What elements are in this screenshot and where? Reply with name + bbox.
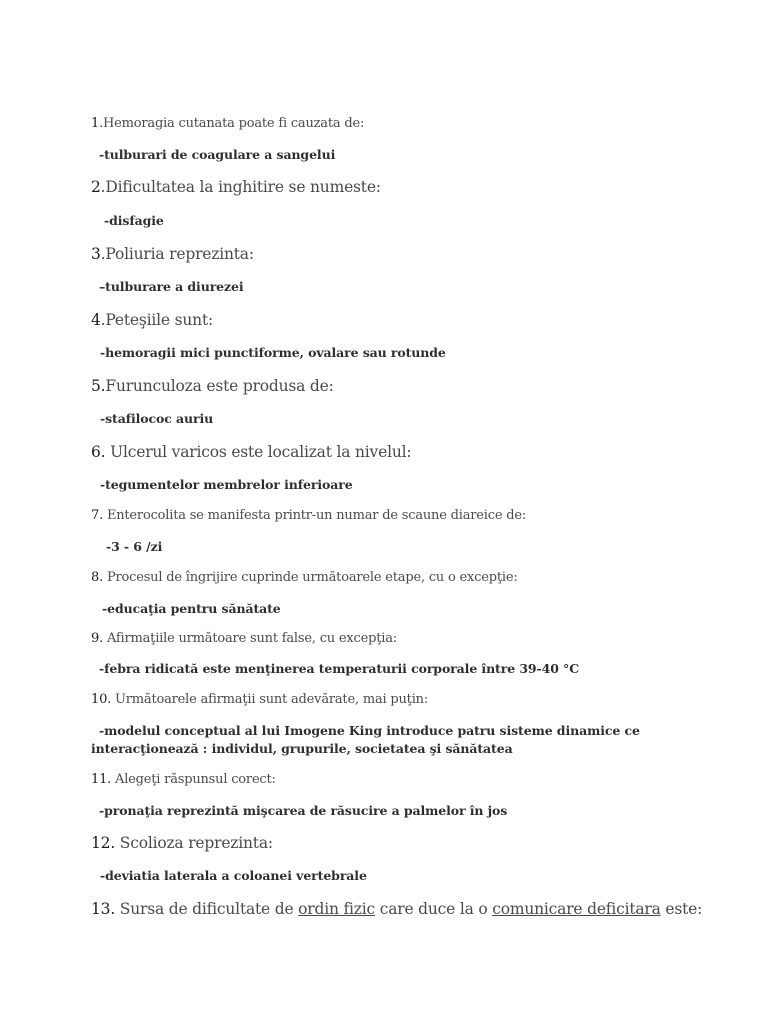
question-text-part: este: — [660, 900, 703, 918]
answer-9: -febra ridicată este menţinerea temperaturii corporale între 39-40 °C — [99, 661, 580, 676]
question-11 — [91, 772, 276, 787]
question-number: 12. — [91, 834, 116, 852]
question-number: 10. — [91, 692, 112, 707]
question-number: 5. — [91, 377, 106, 395]
question-text-part: care duce la o — [375, 900, 493, 918]
question-number: 6. — [91, 443, 106, 461]
question-number: 7. — [91, 508, 104, 523]
question-text-part: Sursa de dificultate de — [115, 900, 299, 918]
question-text: Furunculoza este produsa de: — [105, 377, 334, 395]
underlined-term: comunicare deficitara — [492, 900, 661, 918]
underlined-term: ordin fizic — [298, 900, 376, 918]
answer-8: -educaţia pentru sănătate — [102, 601, 281, 616]
answer-7: -3 - 6 /zi — [106, 539, 163, 554]
answer-11: -pronaţia reprezintă mişcarea de răsucire a palmelor în jos — [99, 803, 508, 818]
question-number: 2 — [91, 178, 101, 196]
answer-5: -stafilococ auriu — [100, 411, 214, 426]
question-text: .Hemoragia cutanata poate fi cauzata de: — [99, 116, 365, 131]
question-3 — [91, 245, 254, 263]
question-13 — [91, 900, 702, 918]
answer-10-line-2: interacţionează : individul, grupurile, societatea şi sănătatea — [91, 741, 513, 756]
question-text: .Poliuria reprezinta: — [100, 245, 254, 263]
question-8 — [91, 570, 518, 585]
question-text: Ulcerul varicos este localizat la nivelul: — [105, 443, 412, 461]
answer-10-line-1: -modelul conceptual al lui Imogene King introduce patru sisteme dinamice ce — [99, 723, 640, 738]
question-number: 4 — [91, 311, 101, 329]
question-text: Procesul de îngrijire cuprinde următoarele etape, cu o excepţie: — [103, 570, 518, 585]
question-text: Afirmaţiile următoare sunt false, cu excepţia: — [103, 631, 397, 646]
question-7 — [91, 508, 526, 523]
question-12 — [91, 834, 273, 852]
question-number: 8. — [91, 570, 104, 585]
question-1 — [91, 116, 364, 131]
question-text: Alegeţi răspunsul corect: — [111, 772, 276, 787]
answer-6: -tegumentelor membrelor inferioare — [100, 477, 353, 492]
answer-2: -disfagie — [104, 213, 164, 228]
question-2 — [91, 178, 381, 196]
question-text: Scolioza reprezinta: — [115, 834, 273, 852]
answer-1: -tulburari de coagulare a sangelui — [99, 147, 336, 162]
question-5 — [91, 377, 334, 395]
question-number: 1 — [91, 116, 100, 131]
answer-12: -deviatia laterala a coloanei vertebrale — [100, 868, 367, 883]
question-number: 13. — [91, 900, 116, 918]
question-9 — [91, 631, 397, 646]
question-text: .Dificultatea la inghitire se numeste: — [100, 178, 381, 196]
question-number: 3 — [91, 245, 101, 263]
answer-3: –tulburare a diurezei — [99, 279, 244, 294]
question-4 — [91, 311, 213, 329]
question-6 — [91, 443, 411, 461]
question-number: 9. — [91, 631, 104, 646]
question-text: .Peteşiile sunt: — [100, 311, 214, 329]
question-text: Enterocolita se manifesta printr-un numar de scaune diareice de: — [103, 508, 527, 523]
question-number: 11. — [91, 772, 112, 787]
question-10 — [91, 692, 428, 707]
question-text: Următoarele afirmaţii sunt adevărate, mai puţin: — [111, 692, 429, 707]
answer-4: -hemoragii mici punctiforme, ovalare sau rotunde — [100, 345, 446, 360]
